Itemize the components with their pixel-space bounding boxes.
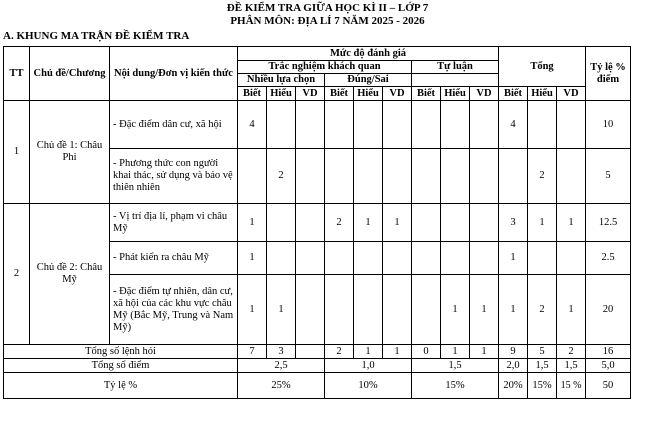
content-cell: - Đặc điểm tự nhiên, dân cư, xã hội của các khu vực châu Mỹ (Bắc Mỹ, Trung và Nam Mỹ) [110,275,238,345]
header-biet: Biết [325,87,354,101]
matrix-cell [470,242,499,275]
ratio-cell: 12.5 [586,204,631,242]
matrix-cell [557,149,586,204]
matrix-cell: 1 [354,204,383,242]
matrix-cell [296,149,325,204]
group-chapter: Chủ đề 2: Châu Mỹ [30,204,110,345]
summary-cell: 1,5 [528,359,557,373]
summary-cell: 1 [383,345,412,359]
summary-cell: 5,0 [586,359,631,373]
header-vd: VD [296,87,325,101]
header-vd: VD [470,87,499,101]
matrix-cell [441,242,470,275]
matrix-cell [383,101,412,149]
matrix-cell [470,101,499,149]
matrix-cell [325,101,354,149]
matrix-cell: 1 [470,275,499,345]
matrix-cell [412,242,441,275]
matrix-cell: 1 [499,242,528,275]
group-tt: 2 [4,204,30,345]
matrix-cell [267,204,296,242]
header-hieu: Hiểu [354,87,383,101]
matrix-cell [296,204,325,242]
matrix-cell [499,149,528,204]
matrix-cell: 2 [325,204,354,242]
matrix-cell [296,275,325,345]
content-cell: - Phát kiến ra châu Mỹ [110,242,238,275]
summary-cell: 2 [557,345,586,359]
matrix-cell: 1 [441,275,470,345]
header-essay: Tự luận [412,61,499,74]
matrix-cell: 1 [557,204,586,242]
ratio-cell: 5 [586,149,631,204]
matrix-cell: 4 [238,101,267,149]
summary-label: Tỷ lệ % [4,373,238,399]
matrix-cell [296,101,325,149]
matrix-cell: 1 [238,242,267,275]
matrix-cell [383,275,412,345]
matrix-cell [267,242,296,275]
summary-label: Tổng số điểm [4,359,238,373]
content-cell: - Vị trí địa lí, phạm vi châu Mỹ [110,204,238,242]
header-truefalse: Đúng/Sai [325,74,412,87]
matrix-cell [354,242,383,275]
header-biet: Biết [238,87,267,101]
header-tt: TT [4,47,30,101]
header-objective: Trắc nghiệm khách quan [238,61,412,74]
matrix-cell [412,101,441,149]
assessment-matrix-table [3,46,631,399]
header-biet: Biết [412,87,441,101]
group-tt: 1 [4,101,30,204]
ratio-cell: 2.5 [586,242,631,275]
ratio-cell: 20 [586,275,631,345]
summary-cell: 0 [412,345,441,359]
matrix-cell [325,149,354,204]
header-essay-blank [412,74,499,87]
summary-cell: 2,0 [499,359,528,373]
group-chapter: Chủ đề 1: Châu Phi [30,101,110,204]
matrix-cell [412,149,441,204]
ratio-cell: 10 [586,101,631,149]
matrix-cell [383,149,412,204]
header-content: Nội dung/Đơn vị kiến thức [110,47,238,101]
summary-mcq: 25% [238,373,325,399]
summary-mcq: 2,5 [238,359,325,373]
content-cell: - Đặc điểm dân cư, xã hội [110,101,238,149]
matrix-cell [412,275,441,345]
summary-tf: 10% [325,373,412,399]
matrix-cell: 2 [528,275,557,345]
matrix-cell [267,101,296,149]
header-vd: VD [557,87,586,101]
matrix-cell: 4 [499,101,528,149]
matrix-cell [557,242,586,275]
matrix-cell [238,149,267,204]
matrix-cell [528,242,557,275]
content-cell: - Phương thức con người khai thác, sử dụng và bảo vệ thiên nhiên [110,149,238,204]
summary-cell: 50 [586,373,631,399]
summary-essay: 15% [412,373,499,399]
summary-cell: 15% [528,373,557,399]
summary-label: Tổng số lệnh hỏi [4,345,238,359]
summary-cell: 1,5 [557,359,586,373]
header-mcq: Nhiều lựa chọn [238,74,325,87]
matrix-cell: 1 [267,275,296,345]
matrix-cell [470,149,499,204]
summary-cell: 1 [470,345,499,359]
matrix-cell [354,275,383,345]
matrix-cell: 2 [528,149,557,204]
matrix-cell: 1 [238,204,267,242]
document-title: ĐỀ KIỂM TRA GIỮA HỌC KÌ II – LỚP 7 [226,2,429,14]
header-total: Tổng [499,47,586,87]
summary-cell [296,345,325,359]
matrix-cell: 2 [267,149,296,204]
matrix-cell [441,149,470,204]
header-ratio: Tỷ lệ % điểm [586,47,631,101]
summary-cell: 15 % [557,373,586,399]
summary-cell: 9 [499,345,528,359]
matrix-cell [325,275,354,345]
matrix-cell [354,149,383,204]
header-chapter: Chủ đề/Chương [30,47,110,101]
summary-cell: 1 [441,345,470,359]
summary-cell: 2 [325,345,354,359]
matrix-cell [383,242,412,275]
matrix-cell [528,101,557,149]
header-biet: Biết [499,87,528,101]
header-hieu: Hiểu [441,87,470,101]
header-vd: VD [383,87,412,101]
summary-essay: 1,5 [412,359,499,373]
header-level: Mức độ đánh giá [238,47,499,61]
summary-cell: 20% [499,373,528,399]
matrix-cell [412,204,441,242]
matrix-cell [325,242,354,275]
summary-cell: 5 [528,345,557,359]
summary-cell: 7 [238,345,267,359]
header-hieu: Hiểu [267,87,296,101]
section-heading: A. KHUNG MA TRẬN ĐỀ KIỂM TRA [3,30,190,42]
matrix-cell [296,242,325,275]
matrix-cell: 3 [499,204,528,242]
summary-tf: 1,0 [325,359,412,373]
matrix-cell [441,101,470,149]
matrix-cell: 1 [528,204,557,242]
summary-cell: 16 [586,345,631,359]
matrix-cell: 1 [383,204,412,242]
matrix-cell [354,101,383,149]
matrix-cell: 1 [238,275,267,345]
matrix-cell [470,204,499,242]
matrix-cell: 1 [499,275,528,345]
summary-cell: 1 [354,345,383,359]
matrix-cell [441,204,470,242]
summary-cell: 3 [267,345,296,359]
matrix-cell [557,101,586,149]
header-hieu: Hiểu [528,87,557,101]
matrix-cell: 1 [557,275,586,345]
document-subject: PHÂN MÔN: ĐỊA LÍ 7 NĂM 2025 - 2026 [230,15,425,27]
